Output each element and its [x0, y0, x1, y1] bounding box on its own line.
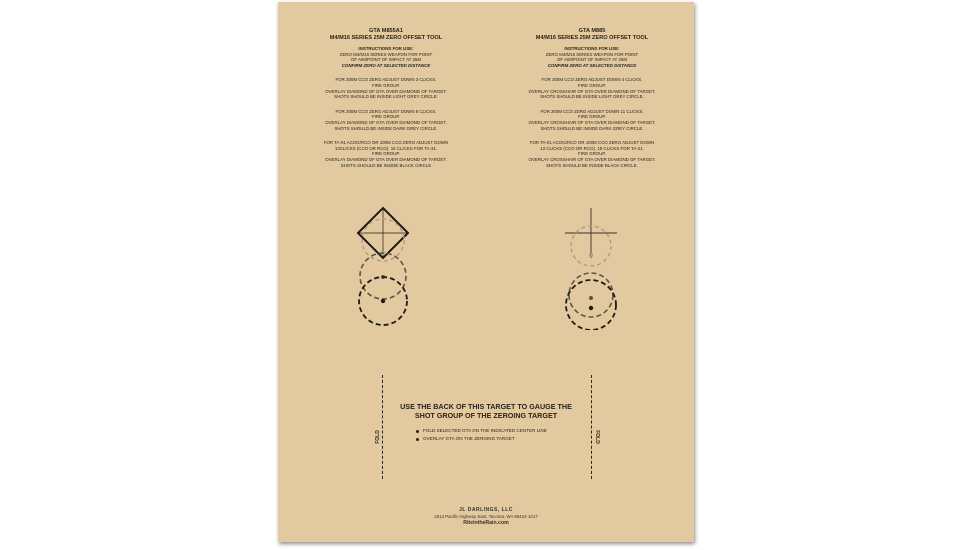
left-p1-line: FOR 300M CCO ZERO ADJUST DOWN 3 CLICKS.: [335, 77, 437, 83]
left-p3-line: OVERLAY DIAMOND OF GTA OVER DIAMOND OF TARGET.: [325, 156, 447, 162]
right-p1-line: SHOTS SHOULD BE INSIDE LIGHT GREY CIRCLE.: [540, 94, 644, 100]
right-fold-line: [591, 375, 592, 479]
list-item: [416, 427, 586, 435]
right-p2-line: SHOTS SHOULD BE INSIDE DARK GREY CIRCLE.: [540, 125, 644, 131]
left-confirm: CONFIRM ZERO AT SELECTED DISTANCE: [341, 62, 431, 68]
left-gta-instructions: [296, 28, 476, 168]
crosshair-target-graphic: [556, 200, 626, 330]
left-p2-line: FIRE GROUP.: [372, 114, 400, 120]
right-confirm: CONFIRM ZERO AT SELECTED DISTANCE: [547, 62, 637, 68]
right-p1-line: OVERLAY CROSSHAIR OF GTA OVER DIAMOND OF TARGET.: [528, 88, 656, 94]
website: RiteintheRain.com: [463, 520, 509, 526]
offset-tool-sheet: [278, 2, 694, 542]
left-p2-line: FOR 200M CCO ZERO ADJUST DOWN 8 CLICKS.: [335, 108, 437, 114]
left-p3-line: SHOTS SHOULD BE INSIDE BLACK CIRCLE: [340, 162, 432, 168]
right-p3-line: SHOTS SHOULD BE INSIDE BLACK CIRCLE.: [546, 162, 638, 168]
left-subtitle: M4/M16 SERIES 25M ZERO OFFSET TOOL: [329, 35, 443, 41]
left-p2-line: SHOTS SHOULD BE INSIDE DARK GREY CIRCLE.: [334, 125, 438, 131]
left-p2-line: OVERLAY DIAMOND OF GTA OVER DIAMOND OF TARGET.: [325, 119, 447, 125]
left-fold-label: FOLD: [374, 430, 381, 444]
right-instr-line-2: OF AIM/POINT OF IMPACT AT 25M: [556, 57, 628, 63]
right-fold-label: FOLD: [593, 430, 600, 444]
company-name: JL DARLINGS, LLC: [459, 507, 513, 513]
back-title-line-2: SHOT GROUP OF THE ZEROING TARGET: [414, 410, 558, 420]
back-title-line-1: USE THE BACK OF THIS TARGET TO GAUGE THE: [400, 402, 572, 411]
left-p1-line: SHOTS SHOULD BE INSIDE LIGHT GREY CIRCLE.: [334, 94, 438, 100]
right-p2-line: OVERLAY CROSSHAIR OF GTA OVER DIAMOND OF TARGET.: [528, 119, 656, 125]
black-circle: [566, 280, 616, 330]
left-instr-line-1: ZERO M4/M16 SERIES WEAPON FOR POINT: [339, 51, 433, 57]
right-p1-line: FOR 300M CCO ZERO ADJUST DOWN 4 CLICKS.: [541, 77, 643, 83]
back-instructions-title: [386, 403, 586, 420]
left-instructions-header: INSTRUCTIONS FOR USE:: [358, 46, 414, 51]
left-p1-line: OVERLAY DIAMOND OF GTA OVER DIAMOND OF TARGET.: [325, 88, 447, 94]
list-item: [416, 435, 586, 443]
right-title: GTA M885: [578, 28, 606, 34]
left-p1-line: FIRE GROUP.: [372, 82, 400, 88]
bullet-text: FOLD SELECTED GTA ON THE INDICATED CENTER LINE: [423, 428, 547, 433]
left-fold-line: [382, 375, 383, 479]
left-instr-line-2: OF AIM/POINT OF IMPACT AT 25M: [350, 57, 422, 63]
back-instructions-list: [416, 427, 586, 444]
right-p1-line: FIRE GROUP.: [578, 82, 606, 88]
left-p3-line: FIRE GROUP.: [372, 151, 400, 157]
left-p3-line: FOR TA-01 ACOG/RCO OR 100M CCO ZERO ADJUST DOWN: [323, 140, 449, 146]
bullet-icon: [416, 438, 419, 441]
right-p3-line: 13 CLICKS (CCO OR RCO), 19 CLICKS FOR TA-31.: [540, 145, 644, 151]
right-p2-line: FOR 200M CCO ZERO ADJUST DOWN 11 CLICKS.: [540, 108, 644, 114]
diamond-target-graphic: [348, 200, 418, 330]
right-instructions-header: INSTRUCTIONS FOR USE:: [564, 46, 620, 51]
right-p2-line: FIRE GROUP.: [578, 114, 606, 120]
right-p3-line: OVERLAY CROSSHAIR OF GTA OVER DIAMOND OF TARGET.: [528, 156, 656, 162]
footer: [386, 507, 586, 527]
right-gta-instructions: [502, 28, 682, 168]
bullet-text: OVERLAY GTA ON THE ZEROING TARGET: [423, 436, 515, 442]
right-p3-line: FIRE GROUP.: [578, 151, 606, 157]
company-address: 2614 Pacific Highway East, Tacoma, WA 98424-1017: [434, 514, 538, 519]
left-title: GTA M855A1: [369, 28, 403, 34]
right-subtitle: M4/M16 SERIES 25M ZERO OFFSET TOOL: [535, 35, 649, 41]
right-instr-line-1: ZERO M4/M16 SERIES WEAPON FOR POINT: [545, 51, 639, 57]
right-p3-line: FOR TA-01 ACOG/RCO OR 100M CCO ZERO ADJUST DOWN: [529, 140, 655, 146]
bullet-icon: [416, 430, 419, 433]
left-p3-line: 13CLICKS (CCO OR RCO), 16 CLICKS FOR TA-31.: [334, 145, 438, 151]
dark-grey-circle: [569, 273, 613, 317]
